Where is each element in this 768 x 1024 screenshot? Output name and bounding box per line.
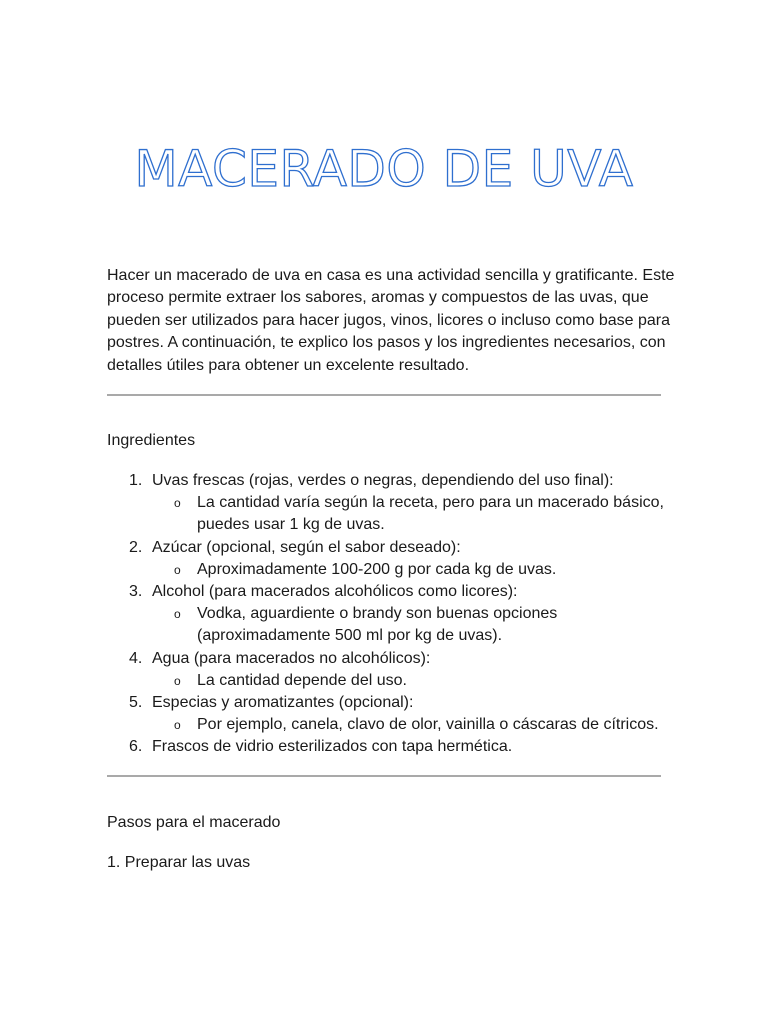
ingredient-sublist (152, 559, 677, 581)
ingredient-detail (152, 603, 677, 647)
ingredient-sublist (152, 492, 677, 536)
ingredient-detail-text: Vodka, aguardiente o brandy son buenas opciones (aproximadamente 500 ml por kg de uvas). (197, 605, 558, 645)
circle-bullet-icon: o (174, 607, 181, 622)
ingredient-item (107, 470, 677, 537)
ingredient-detail (152, 714, 677, 736)
ingredient-item (107, 736, 677, 758)
circle-bullet-icon: o (174, 562, 181, 577)
circle-bullet-icon: o (174, 673, 181, 688)
ingredient-number: 2. (129, 538, 143, 556)
ingredient-item (107, 581, 677, 648)
ingredient-text: Uvas frescas (rojas, verdes o negras, dependiendo del uso final): (152, 472, 614, 489)
circle-bullet-icon: o (174, 718, 181, 733)
ingredient-item (107, 537, 677, 581)
ingredient-text: Frascos de vidrio esterilizados con tapa hermética. (152, 738, 513, 756)
step-heading: 1. Preparar las uvas (107, 854, 251, 871)
ingredient-number: 1. (129, 472, 143, 489)
ingredient-detail-text: Por ejemplo, canela, clavo de olor, vainilla o cáscaras de cítricos. (197, 716, 659, 734)
intro-paragraph: Hacer un macerado de uva en casa es una actividad sencilla y gratificante. Este proceso permite extraer los sabores, aromas y compuestos de las uvas, que pueden ser utilizados para hacer jugos, vinos, licores o incluso como base para postres. A continuación, te explico los pasos y los ingredientes necesarios, con detalles útiles para obtener un excelente resultado. (107, 267, 675, 374)
ingredient-detail-text: La cantidad varía según la receta, pero para un macerado básico, puedes usar 1 kg de uvas. (197, 494, 664, 534)
ingredient-number: 5. (129, 694, 143, 712)
ingredient-item (107, 648, 677, 692)
ingredient-text: Alcohol (para macerados alcohólicos como licores): (152, 583, 518, 601)
ingredient-sublist (152, 670, 677, 692)
ingredient-number: 6. (129, 738, 143, 756)
ingredients-list (107, 470, 677, 759)
ingredient-detail-text: La cantidad depende del uso. (197, 671, 407, 689)
horizontal-divider (107, 394, 661, 396)
ingredient-item (107, 692, 677, 736)
ingredient-detail (152, 670, 677, 692)
ingredient-number: 3. (129, 583, 143, 601)
ingredient-detail (152, 492, 677, 536)
horizontal-divider (107, 775, 661, 777)
ingredient-sublist (152, 714, 677, 736)
ingredient-text: Especias y aromatizantes (opcional): (152, 694, 414, 712)
ingredient-sublist (152, 603, 677, 647)
ingredient-text: Agua (para macerados no alcohólicos): (152, 649, 431, 667)
ingredients-heading: Ingredientes (107, 432, 196, 449)
document-title: MACERADO DE UVA (134, 140, 634, 198)
ingredient-detail (152, 559, 677, 581)
ingredient-detail-text: Aproximadamente 100-200 g por cada kg de uvas. (197, 560, 557, 578)
ingredient-number: 4. (129, 649, 143, 667)
ingredient-text: Azúcar (opcional, según el sabor deseado): (152, 538, 461, 556)
steps-heading: Pasos para el macerado (107, 814, 281, 831)
circle-bullet-icon: o (174, 496, 181, 511)
